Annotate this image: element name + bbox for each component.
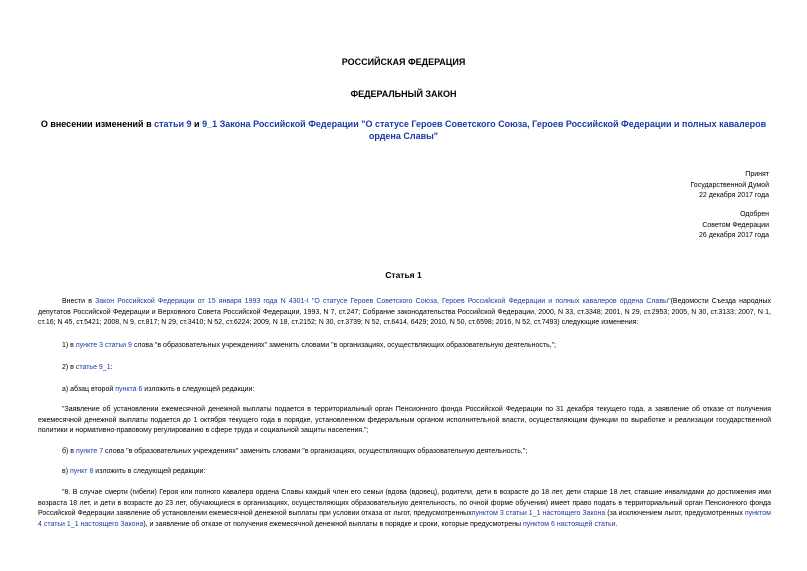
item-a-text-b: изложить в следующей редакции: xyxy=(142,386,255,393)
link-p6[interactable]: пункта 6 xyxy=(115,386,143,393)
item-2 xyxy=(38,363,771,374)
link-p3-art9[interactable]: пункте 3 статьи 9 xyxy=(75,342,132,349)
item-b xyxy=(38,447,771,458)
approved-line-2: Советом Федерации xyxy=(702,221,769,229)
link-p3-art1-1[interactable]: пунктом 3 статьи 1_1 настоящего Закона xyxy=(471,510,606,517)
link-law-title[interactable]: 9_1 Закона Российской Федерации "О статусе Героев Советского Союза, Героев Российской Федерации и полных кавалеров ордена Славы" xyxy=(202,119,767,141)
item-v-text-a: в) xyxy=(62,468,70,475)
country-heading: РОССИЙСКАЯ ФЕДЕРАЦИЯ xyxy=(341,57,466,67)
item-2-text-a: 2) в xyxy=(62,364,76,371)
item-2-text-b: : xyxy=(110,364,113,371)
adopted-line-2: Государственной Думой xyxy=(690,181,769,189)
intro-text-1: Внести в xyxy=(62,298,96,305)
link-p6-this-article[interactable]: пунктом 6 настоящей статьи xyxy=(522,520,616,528)
item-1-text-b: слова "в образовательных учреждениях" заменить словами "в организациях, осуществляющих образовательную деятельность,"; xyxy=(131,342,557,349)
approved-line-1: Одобрен xyxy=(740,211,769,218)
link-law-4301[interactable]: Закон Российской Федерации от 15 января 1993 года N 4301-I "О статусе Героев Советского Союза, Героев Российской Федерации и полных кавалеров ордена Славы" xyxy=(95,298,671,305)
approved-block xyxy=(699,210,769,242)
article-heading: Статья 1 xyxy=(385,270,422,280)
law-title xyxy=(30,118,777,142)
title-text-1: О внесении изменений в xyxy=(40,119,155,129)
intro-text-2: (Ведомости Съезда народных депутатов Российской Федерации и Верховного Совета Российской Федерации, 1993, N 7, ст.247; Собрание законодательства Российской Федерации, 2000, N 33, ст.3348; 2001, N 29, ст.2953; 2005, N 30, ст.3133; 2007, N 1, ст.16; N 45, ст.5421; 2008, N 9, ст.817; N 29, ст.3410; N 52, ст.6224; 2009, N 18, ст.2152; N 30, ст.3739; N 52, ст.6414, 6429; 2010, N 50, ст.6598; 2016, N 52, ст.7493) следующие изменения: xyxy=(38,298,771,326)
item-a-text-a: а) абзац второй xyxy=(62,386,116,393)
article-intro xyxy=(38,297,771,329)
law-type-heading: ФЕДЕРАЛЬНЫЙ ЗАКОН xyxy=(350,89,457,99)
item-v xyxy=(38,467,771,478)
quote-2-text-c: ), и заявление об отказе от получения ежемесячной денежной выплаты в порядке и сроки, которые предусмотрены xyxy=(143,520,523,528)
quote-2-text-a: "8. В случае смерти (гибели) Героя или полного кавалера ордена Славы каждый член его семьи (вдова (вдовец), родители, дети в возрасте до 18 лет, дети старше 18 лет, ставшие инвалидами до достижения ими возраста 18 лет, и дети в возрасте до 23 лет, обучающиеся в организациях, осуществляющих образовательную деятельность, по очной форме обучения) имеет право подать в территориальный орган Пенсионного фонда Российской Федерации заявление об установлении ежемесячной денежной выплаты при условии отказа от льгот, предусмотренных xyxy=(38,489,771,517)
adopted-line-3: 22 декабря 2017 года xyxy=(698,192,769,199)
link-art9-1[interactable]: статье 9_1 xyxy=(75,364,111,371)
item-1 xyxy=(38,341,771,352)
item-a xyxy=(38,385,771,396)
item-1-text-a: 1) в xyxy=(62,342,76,349)
approved-line-3: 26 декабря 2017 года xyxy=(698,232,769,239)
item-b-text-a: б) в xyxy=(62,448,76,455)
item-b-text-b: слова "в образовательных учреждениях" заменить словами "в организациях, осуществляющих образовательную деятельность,"; xyxy=(103,448,528,455)
link-p8[interactable]: пункт 8 xyxy=(70,468,94,475)
adopted-block xyxy=(690,170,769,202)
title-text-2: и xyxy=(191,119,203,129)
item-v-text-b: изложить в следующей редакции: xyxy=(93,468,206,475)
adopted-line-1: Принят xyxy=(745,171,769,178)
link-p4-art1-1[interactable]: пунктом 4 статьи 1_1 настоящего Закона xyxy=(38,510,771,528)
quote-2 xyxy=(38,488,771,530)
quote-2-text-b: (за исключением льгот, предусмотренных xyxy=(605,510,745,517)
quote-1: "Заявление об установлении ежемесячной денежной выплаты подается в территориальный орган Пенсионного фонда Российской Федерации по 31 декабря текущего года, а заявление об отказе от получения ежемесячной денежной выплаты подается до 1 октября текущего года в порядке, установленном федеральным органом исполнительной власти, осуществляющим функции по выработке и реализации государственной политики и нормативно-правовому регулированию в сфере труда и социальной защиты населения."; xyxy=(38,406,771,434)
link-p7[interactable]: пункте 7 xyxy=(75,448,104,455)
quote-2-text-d: . xyxy=(615,520,618,528)
link-article-9[interactable]: статьи 9 xyxy=(154,119,192,129)
